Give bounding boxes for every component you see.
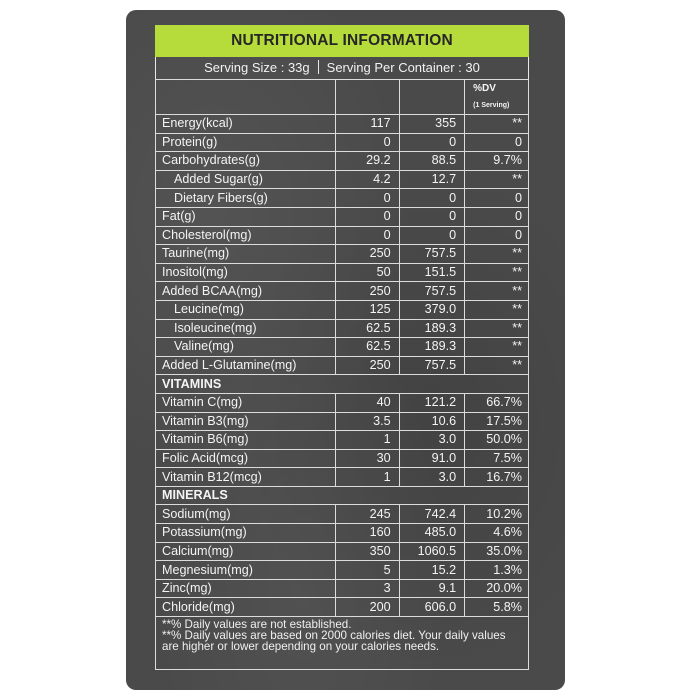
table-row xyxy=(156,115,529,134)
daily-value: 17.5% xyxy=(465,412,529,431)
per-100g-value: 12.7 xyxy=(399,170,465,189)
table-row xyxy=(156,338,529,357)
per-serving-value: 250 xyxy=(336,356,400,375)
per-100g-value: 3.0 xyxy=(399,468,465,487)
daily-value: ** xyxy=(465,170,529,189)
daily-value: ** xyxy=(465,300,529,319)
daily-value: 9.7% xyxy=(465,152,529,171)
nutrient-name: Zinc(mg) xyxy=(156,579,336,598)
nutrient-name: Vitamin B3(mg) xyxy=(156,412,336,431)
table-row xyxy=(156,356,529,375)
per-serving-value: 0 xyxy=(336,207,400,226)
per-100g-value: 0 xyxy=(399,189,465,208)
daily-value: 4.6% xyxy=(465,524,529,543)
per-100g-value: 485.0 xyxy=(399,524,465,543)
nutrient-name: Carbohydrates(g) xyxy=(156,152,336,171)
header-cell-blank xyxy=(399,80,465,115)
per-100g-value: 121.2 xyxy=(399,393,465,412)
per-100g-value: 355 xyxy=(399,115,465,134)
nutrient-name: Calcium(mg) xyxy=(156,542,336,561)
nutrient-name: Protein(g) xyxy=(156,133,336,152)
per-100g-value: 0 xyxy=(399,226,465,245)
daily-value: ** xyxy=(465,263,529,282)
daily-value: ** xyxy=(465,245,529,264)
nutrition-table xyxy=(155,79,529,617)
table-row xyxy=(156,170,529,189)
nutrient-name: Chloride(mg) xyxy=(156,598,336,617)
per-serving-value: 125 xyxy=(336,300,400,319)
nutrient-name: Cholesterol(mg) xyxy=(156,226,336,245)
vitamin-row xyxy=(156,468,529,487)
per-serving-value: 29.2 xyxy=(336,152,400,171)
table-row xyxy=(156,245,529,264)
minerals-section xyxy=(156,486,529,505)
per-serving-value: 50 xyxy=(336,263,400,282)
mineral-row xyxy=(156,561,529,580)
table-row xyxy=(156,133,529,152)
daily-value: 50.0% xyxy=(465,431,529,450)
per-serving-value: 0 xyxy=(336,189,400,208)
per-100g-value: 606.0 xyxy=(399,598,465,617)
vitamin-row xyxy=(156,449,529,468)
nutrient-name: Taurine(mg) xyxy=(156,245,336,264)
per-serving-value: 40 xyxy=(336,393,400,412)
per-serving-value: 160 xyxy=(336,524,400,543)
table-row xyxy=(156,152,529,171)
per-100g-value: 742.4 xyxy=(399,505,465,524)
per-serving-value: 0 xyxy=(336,226,400,245)
per-serving-value: 62.5 xyxy=(336,338,400,357)
vitamin-row xyxy=(156,412,529,431)
per-serving-value: 250 xyxy=(336,282,400,301)
vitamin-row xyxy=(156,393,529,412)
table-row xyxy=(156,207,529,226)
daily-value: ** xyxy=(465,115,529,134)
nutrient-name: Vitamin C(mg) xyxy=(156,393,336,412)
per-100g-value: 189.3 xyxy=(399,338,465,357)
per-serving-value: 5 xyxy=(336,561,400,580)
table-header-row xyxy=(156,80,529,115)
footnotes xyxy=(155,616,529,670)
nutrient-name: Added L-Glutamine(mg) xyxy=(156,356,336,375)
nutrition-title: NUTRITIONAL INFORMATION xyxy=(155,25,529,57)
table-row xyxy=(156,263,529,282)
per-serving-value: 200 xyxy=(336,598,400,617)
per-100g-value: 88.5 xyxy=(399,152,465,171)
daily-value: 7.5% xyxy=(465,449,529,468)
nutrient-name: Energy(kcal) xyxy=(156,115,336,134)
daily-value: 0 xyxy=(465,207,529,226)
daily-value: 35.0% xyxy=(465,542,529,561)
nutrient-name: Dietary Fibers(g) xyxy=(156,189,336,208)
nutrient-name: Added Sugar(g) xyxy=(156,170,336,189)
mineral-row xyxy=(156,579,529,598)
mineral-row xyxy=(156,542,529,561)
per-serving-value: 4.2 xyxy=(336,170,400,189)
per-serving-value: 62.5 xyxy=(336,319,400,338)
nutrient-name: Inositol(mg) xyxy=(156,263,336,282)
mineral-row xyxy=(156,524,529,543)
nutrient-name: Added BCAA(mg) xyxy=(156,282,336,301)
nutrient-name: Valine(mg) xyxy=(156,338,336,357)
daily-value: 0 xyxy=(465,133,529,152)
per-100g-value: 0 xyxy=(399,133,465,152)
table-row xyxy=(156,319,529,338)
daily-value: 5.8% xyxy=(465,598,529,617)
mineral-row xyxy=(156,598,529,617)
per-100g-value: 189.3 xyxy=(399,319,465,338)
minerals-section-label: MINERALS xyxy=(156,486,529,505)
per-100g-value: 9.1 xyxy=(399,579,465,598)
daily-value: 20.0% xyxy=(465,579,529,598)
nutrient-name: Sodium(mg) xyxy=(156,505,336,524)
dv-header-cell xyxy=(465,80,529,115)
per-100g-value: 151.5 xyxy=(399,263,465,282)
per-100g-value: 15.2 xyxy=(399,561,465,580)
servings-per-container: Serving Per Container : 30 xyxy=(326,60,480,75)
nutrient-name: Megnesium(mg) xyxy=(156,561,336,580)
daily-value: 0 xyxy=(465,226,529,245)
daily-value: ** xyxy=(465,338,529,357)
per-serving-value: 250 xyxy=(336,245,400,264)
nutrient-name: Fat(g) xyxy=(156,207,336,226)
vitamins-section xyxy=(156,375,529,394)
table-row xyxy=(156,189,529,208)
per-serving-value: 350 xyxy=(336,542,400,561)
table-row xyxy=(156,300,529,319)
daily-value: 66.7% xyxy=(465,393,529,412)
serving-separator xyxy=(318,60,319,74)
daily-value: 10.2% xyxy=(465,505,529,524)
per-serving-value: 3.5 xyxy=(336,412,400,431)
vitamins-section-label: VITAMINS xyxy=(156,375,529,394)
nutrient-name: Isoleucine(mg) xyxy=(156,319,336,338)
per-100g-value: 379.0 xyxy=(399,300,465,319)
per-serving-value: 245 xyxy=(336,505,400,524)
per-100g-value: 1060.5 xyxy=(399,542,465,561)
per-serving-value: 30 xyxy=(336,449,400,468)
header-cell-blank xyxy=(156,80,336,115)
per-100g-value: 3.0 xyxy=(399,431,465,450)
nutrient-name: Leucine(mg) xyxy=(156,300,336,319)
daily-value: ** xyxy=(465,319,529,338)
per-serving-value: 0 xyxy=(336,133,400,152)
dv-header: %DV xyxy=(473,83,496,94)
per-serving-value: 1 xyxy=(336,431,400,450)
mineral-row xyxy=(156,505,529,524)
daily-value: 0 xyxy=(465,189,529,208)
per-100g-value: 757.5 xyxy=(399,282,465,301)
serving-info xyxy=(155,57,529,79)
nutrient-name: Vitamin B6(mg) xyxy=(156,431,336,450)
per-serving-value: 3 xyxy=(336,579,400,598)
serving-size: Serving Size : 33g xyxy=(204,60,310,75)
header-cell-blank xyxy=(336,80,400,115)
table-row xyxy=(156,282,529,301)
per-100g-value: 0 xyxy=(399,207,465,226)
per-serving-value: 117 xyxy=(336,115,400,134)
vitamin-row xyxy=(156,431,529,450)
per-100g-value: 10.6 xyxy=(399,412,465,431)
daily-value: ** xyxy=(465,356,529,375)
footnote-2: **% Daily values are based on 2000 calories diet. Your daily values are higher or lower depending on your calories needs. xyxy=(162,629,506,654)
nutrient-name: Folic Acid(mcg) xyxy=(156,449,336,468)
daily-value: 16.7% xyxy=(465,468,529,487)
footnote-1: **% Daily values are not established. xyxy=(162,618,352,631)
daily-value: ** xyxy=(465,282,529,301)
per-100g-value: 91.0 xyxy=(399,449,465,468)
daily-value: 1.3% xyxy=(465,561,529,580)
per-serving-value: 1 xyxy=(336,468,400,487)
dv-subheader: (1 Serving) xyxy=(473,102,510,109)
nutrient-name: Potassium(mg) xyxy=(156,524,336,543)
per-100g-value: 757.5 xyxy=(399,245,465,264)
per-100g-value: 757.5 xyxy=(399,356,465,375)
nutrient-name: Vitamin B12(mcg) xyxy=(156,468,336,487)
table-row xyxy=(156,226,529,245)
